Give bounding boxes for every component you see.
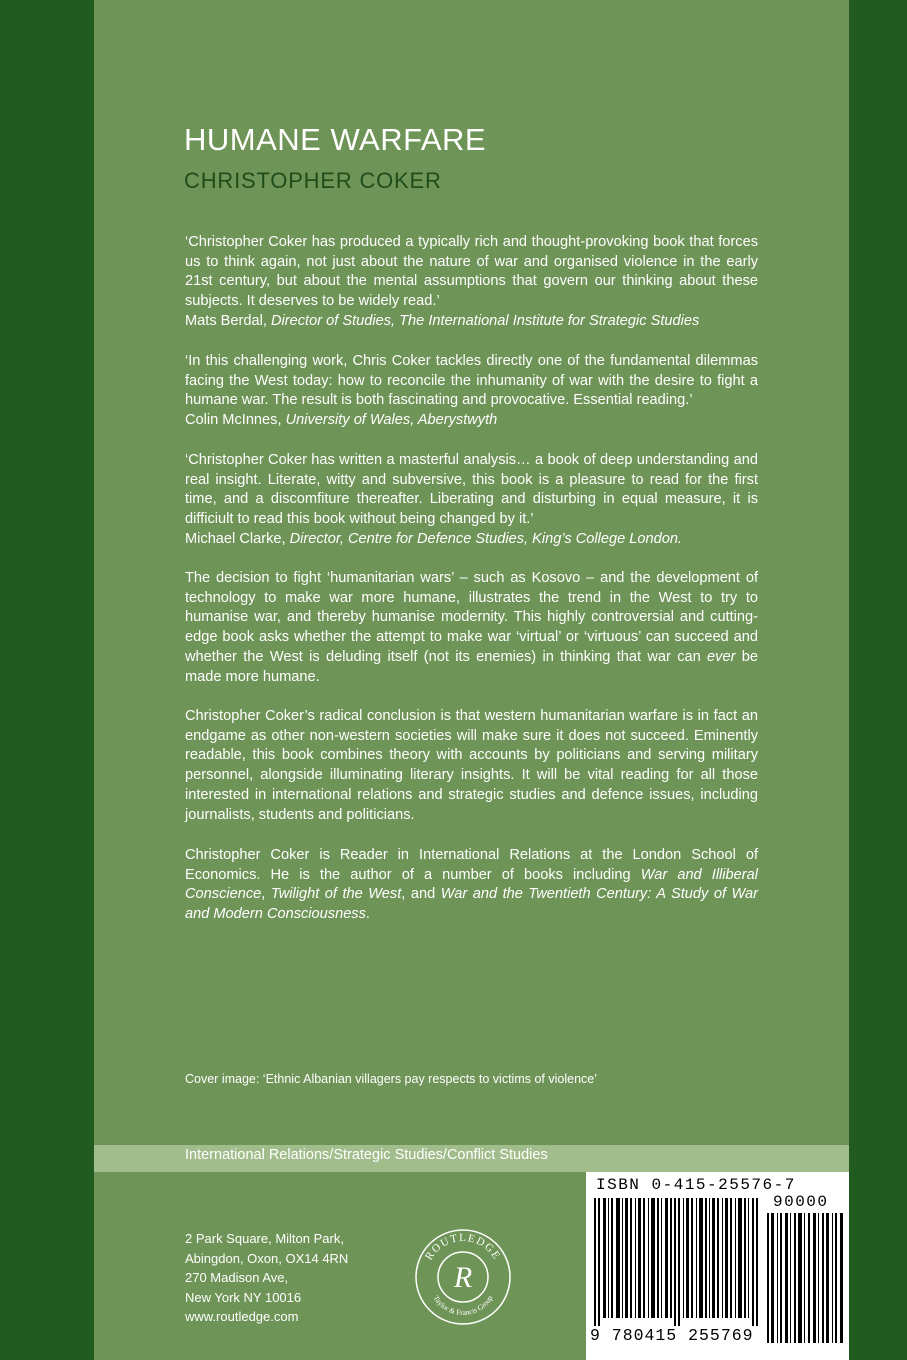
address-line: 270 Madison Ave,	[185, 1270, 289, 1285]
book-title: HUMANE WARFARE	[184, 122, 487, 157]
blurb-quote: ‘Christopher Coker has written a masterful analysis… a book of deep understanding and real insight. Literate, witty and subversive, this book is a pleasure to read for the first time, and a discomfiture thereafter. Liberating and disturbing in equal measure, it is difficiult to read this book without being changed by it.’	[185, 452, 758, 528]
blurb-reviewer-affiliation: University of Wales, Aberystwyth	[285, 412, 498, 429]
blurb-1	[185, 233, 758, 332]
barcode-icon	[594, 1198, 760, 1326]
blurb-attribution: Michael Clarke, Director, Centre for Defence Studies, King’s College London.	[185, 530, 682, 547]
price-addon-code: 90000	[773, 1193, 829, 1211]
address-line: New York NY 10016	[185, 1289, 302, 1305]
description-text: The decision to fight ‘humanitarian wars’ – such as Kosovo – and the development of technology to make war more humane, illustrates the trend in the West to try to humanise war, and thereby humanise modernity. This highly controversial and cutting-edge book asks whether the attempt to make war ‘virtual’ or ‘virtuous’ can succeed and whether the West is deluding itself (not its enemies) in thinking that war can	[185, 570, 758, 665]
description-text: Christopher Coker’s radical conclusion is that western humanitarian warfare is in fact an endgame as other non-western societies will make sure it does not succeed. Eminently readable, this book combines theory with accounts by politicians and serving military personnel, alongside illuminating literary insights. It will be vital reading for all those interested in international relations and strategic studies and defence issues, including journalists, students and politicians.	[185, 708, 758, 823]
author-bio	[185, 846, 758, 925]
blurb-reviewer-name: Michael Clarke	[185, 530, 282, 547]
bio-book-title: War and Illiberal Conscience	[185, 866, 758, 903]
svg-text:ROUTLEDGE	[423, 1232, 503, 1262]
blurb-reviewer-name: Colin McInnes	[185, 412, 278, 429]
book-author: CHRISTOPHER COKER	[184, 168, 442, 193]
bio-book-title: Twilight of the West	[270, 886, 402, 903]
addon-barcode-icon	[767, 1213, 845, 1343]
description-emphasis: ever	[707, 648, 736, 665]
bio-end: .	[365, 906, 370, 923]
blurb-reviewer-affiliation: Director of Studies, The International Institute for Strategic Studies	[270, 312, 700, 329]
publisher-website: www.routledge.com	[185, 1309, 299, 1324]
right-cover-edge	[849, 0, 907, 1360]
routledge-logo	[413, 1227, 513, 1327]
bio-book-title: War and the Twentieth Century: A Study of War and Modern Consciousness	[185, 886, 759, 923]
bio-author-name: Christopher Coker	[185, 847, 310, 863]
left-spine-edge	[0, 0, 94, 1360]
address-line: 2 Park Square, Milton Park,	[185, 1231, 344, 1246]
blurb-3	[185, 451, 758, 550]
bio-separator: ,	[261, 886, 271, 903]
blurb-2	[185, 352, 758, 431]
svg-text:Taylor & Francis Group	[432, 1294, 495, 1317]
logo-publisher-name: ROUTLEDGE	[423, 1231, 503, 1263]
cover-image-caption: Cover image: ‘Ethnic Albanian villagers pay respects to victims of violence’	[185, 1072, 597, 1086]
subject-categories: International Relations/Strategic Studies/Conflict Studies	[185, 1147, 548, 1163]
ean-number: 9 780415 255769	[590, 1326, 754, 1345]
bio-text: is Reader in International Relations at the London School of Economics. He is the author of a number of books including	[185, 847, 758, 883]
blurb-quote: ‘Christopher Coker has produced a typically rich and thought-provoking book that forces us to think again, not just about the nature of war and organised violence in the early 21st century, but about the mental assumptions that govern our thinking about these subjects. It deserves to be widely read.’	[185, 234, 758, 310]
bio-separator: , and	[401, 886, 441, 903]
address-line: Abingdon, Oxon, OX14 4RN	[185, 1250, 349, 1266]
blurb-quote: ‘In this challenging work, Chris Coker tackles directly one of the fundamental dilemmas facing the West today: how to reconcile the inhumanity of war with the desire to fight a humane war. The result is both fascinating and provocative. Essential reading.’	[185, 353, 758, 409]
description-paragraph-2	[185, 707, 758, 825]
logo-publisher-group: Taylor & Francis Group	[431, 1293, 495, 1318]
description-paragraph-1	[185, 569, 758, 687]
logo-monogram-icon: R	[453, 1261, 473, 1294]
blurb-attribution: Mats Berdal, Director of Studies, The International Institute for Strategic Studies	[185, 312, 700, 329]
blurb-attribution: Colin McInnes, University of Wales, Aberystwyth	[185, 412, 498, 429]
description-text: be made more humane.	[185, 648, 758, 685]
isbn-number: ISBN 0-415-25576-7	[596, 1176, 796, 1194]
publisher-address	[185, 1229, 348, 1327]
blurb-reviewer-affiliation: Director, Centre for Defence Studies, King’s College London.	[289, 530, 682, 547]
blurb-reviewer-name: Mats Berdal	[185, 312, 263, 329]
